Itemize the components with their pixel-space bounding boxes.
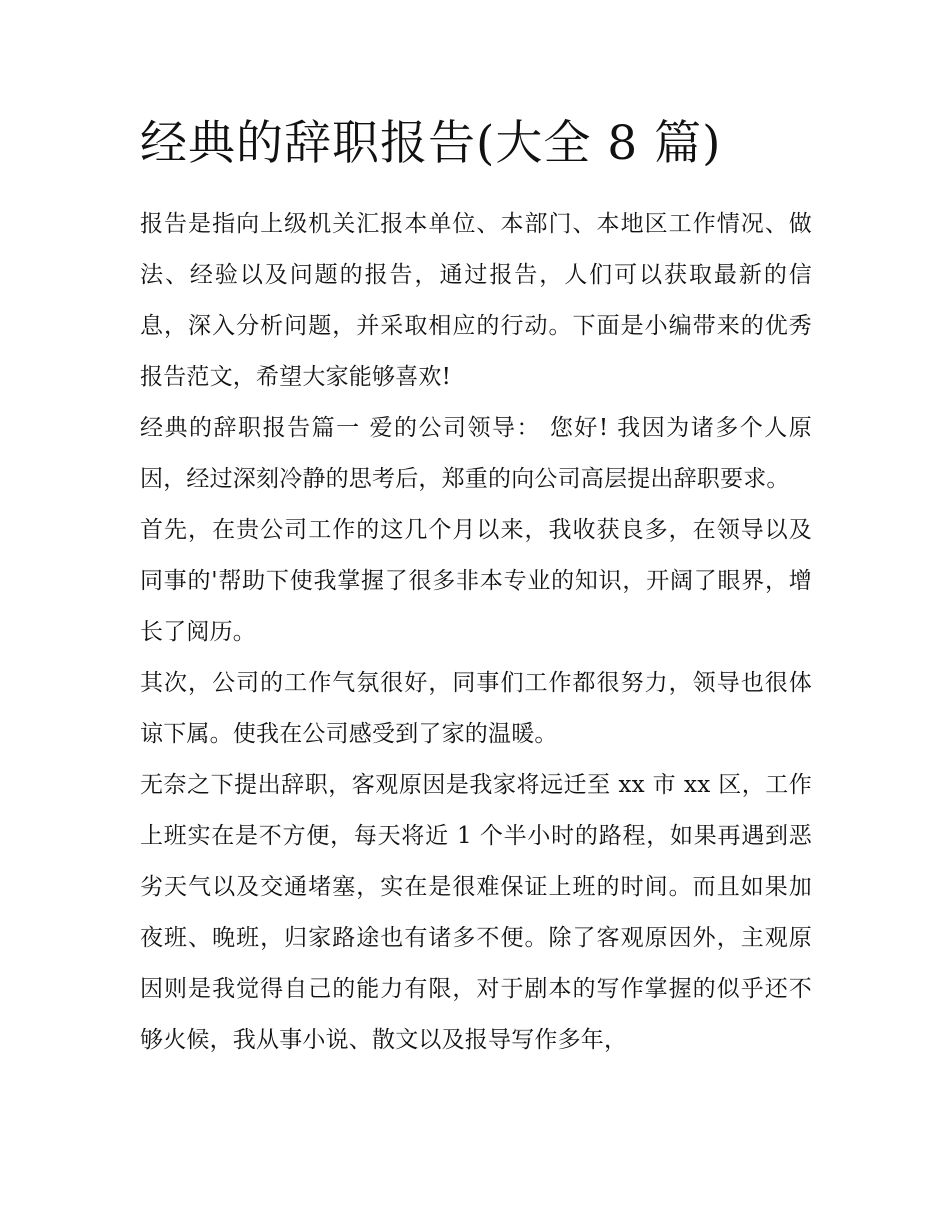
document-title: 经典的辞职报告(大全 8 篇) bbox=[140, 116, 722, 171]
paragraph-intro: 报告是指向上级机关汇报本单位、本部门、本地区工作情况、做法、经验以及问题的报告，通过报告，人们可以获取最新的信息，深入分析问题，并采取相应的行动。下面是小编带来的优秀报告范文，希望大家能够喜欢! bbox=[140, 211, 812, 390]
document-body bbox=[140, 199, 812, 1066]
paragraph-first: 首先，在贵公司工作的这几个月以来，我收获良多，在领导以及同事的'帮助下使我掌握了很多非本专业的知识，开阔了眼界，增长了阅历。 bbox=[140, 517, 812, 645]
paragraph-greeting: 经典的辞职报告篇一 爱的公司领导： 您好! 我因为诸多个人原因，经过深刻冷静的思考后，郑重的向公司高层提出辞职要求。 bbox=[140, 415, 812, 492]
paragraph-second: 其次，公司的工作气氛很好，同事们工作都很努力，领导也很体谅下属。使我在公司感受到了家的温暖。 bbox=[140, 670, 812, 747]
paragraph-reasons: 无奈之下提出辞职，客观原因是我家将远迁至 xx 市 xx 区，工作上班实在是不方便，每天将近 1 个半小时的路程，如果再遇到恶劣天气以及交通堵塞，实在是很难保证上班的时间。而且如果加夜班、晚班，归家路途也有诸多不便。除了客观原因外，主观原因则是我觉得自己的能力有限，对于剧本的写作掌握的似乎还不够火候，我从事小说、散文以及报导写作多年， bbox=[140, 772, 812, 1053]
